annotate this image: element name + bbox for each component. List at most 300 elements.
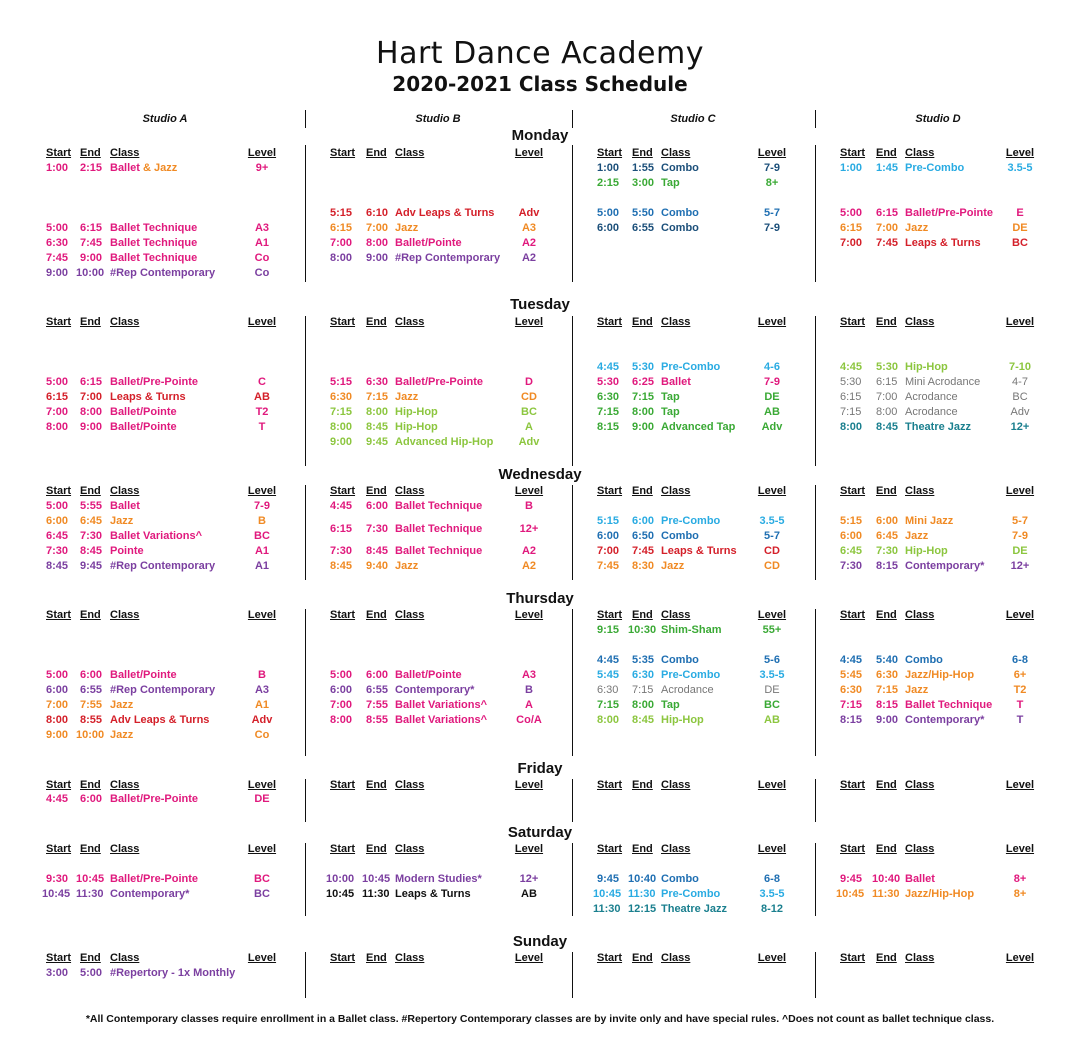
column-header-end: End [366,316,387,328]
column-header-level: Level [1005,779,1035,791]
class-start-time: 6:00 [597,530,620,542]
class-level: 3.5-5 [759,515,785,527]
column-header-end: End [876,843,897,855]
column-header-end: End [366,147,387,159]
studio-d-heading: Studio D [915,113,961,125]
class-name: Jazz [110,515,134,527]
column-header-level: Level [514,147,544,159]
class-end-time: 3:00 [632,177,655,189]
class-end-time: 5:35 [632,654,655,666]
class-name: Leaps & Turns [110,391,186,403]
column-header-end: End [366,609,387,621]
class-name: Ballet/Pre-Pointe [110,793,199,805]
day-title-wednesday: Wednesday [498,466,582,483]
class-level: BC [764,699,780,711]
class-name: Ballet Technique [395,500,483,512]
class-end-time: 10:45 [362,873,391,885]
column-header-start: Start [330,843,356,855]
class-name: Ballet [905,873,935,885]
class-level: 12+ [519,873,539,885]
class-name: Pre-Combo [661,361,721,373]
class-name: Contemporary* [905,714,985,726]
class-start-time: 7:15 [330,406,353,418]
class-name: Jazz [395,560,419,572]
column-header-class: Class [661,843,691,855]
column-header-start: Start [330,609,356,621]
class-name: Contemporary* [395,684,475,696]
class-name: Jazz [905,530,929,542]
column-header-class: Class [395,609,425,621]
class-name: Ballet [661,376,691,388]
class-name: Hip-Hop [905,545,948,557]
class-name: Ballet Variations^ [395,699,488,711]
class-end-time: 6:00 [632,515,655,527]
class-start-time: 8:15 [597,421,620,433]
class-start-time: 8:00 [330,252,353,264]
column-header-end: End [632,779,653,791]
class-end-time: 2:15 [80,162,103,174]
class-end-time: 6:00 [366,669,389,681]
class-start-time: 5:00 [46,222,69,234]
class-end-time: 8:00 [366,237,389,249]
column-header-level: Level [757,147,787,159]
column-header-level: Level [514,779,544,791]
class-name: Leaps & Turns [661,545,737,557]
class-end-time: 7:15 [366,391,389,403]
class-name: Ballet/Pre-Pointe [110,873,199,885]
class-level: 4-6 [764,361,780,373]
class-name: Acrodance [905,391,958,403]
class-name: Ballet/Pre-Pointe [905,207,994,219]
class-name: Jazz [395,391,419,403]
class-start-time: 4:45 [840,361,863,373]
column-header-level: Level [247,485,277,497]
class-level: DE [764,684,780,696]
column-header-end: End [80,843,101,855]
class-start-time: 6:00 [46,684,69,696]
class-name [110,162,177,175]
class-end-time: 7:00 [366,222,389,234]
column-header-class: Class [395,485,425,497]
class-end-time: 8:00 [366,406,389,418]
class-name: Contemporary* [110,888,190,900]
class-level: Adv [518,436,540,448]
class-end-time: 7:15 [632,391,655,403]
column-header-start: Start [840,609,866,621]
column-header-class: Class [905,843,935,855]
class-end-time: 6:45 [80,515,103,527]
class-level: T2 [1013,684,1027,696]
class-level: 5-6 [764,654,780,666]
class-level: 8+ [765,177,779,189]
class-name: Jazz [905,684,929,696]
class-name: Ballet Technique [905,699,993,711]
class-level: DE [1012,545,1028,557]
class-start-time: 6:30 [597,684,619,696]
column-header-start: Start [330,779,356,791]
class-level: 8-12 [760,903,784,915]
class-name: Jazz/Hip-Hop [905,888,975,900]
class-name: Jazz/Hip-Hop [905,669,975,681]
class-start-time: 6:15 [330,222,353,234]
class-start-time: 10:45 [836,888,865,900]
class-level: 6-8 [764,873,780,885]
class-start-time: 8:45 [46,560,69,572]
class-level: T [258,421,266,433]
class-start-time: 7:45 [46,252,69,264]
class-name: Acrodance [905,406,958,418]
class-name: Combo [661,530,699,542]
class-end-time: 8:45 [876,421,899,433]
class-start-time: 6:30 [597,391,620,403]
class-level: Adv [251,714,273,726]
class-end-time: 7:55 [366,699,389,711]
column-header-class: Class [661,779,691,791]
class-end-time: 11:30 [362,888,390,900]
class-start-time: 5:30 [597,376,620,388]
class-start-time: 10:45 [42,888,71,900]
class-level: 3.5-5 [1007,162,1033,174]
class-name: Hip-Hop [395,406,438,418]
class-start-time: 7:15 [597,406,620,418]
class-level: BC [521,406,537,418]
class-name: Adv Leaps & Turns [395,207,495,219]
class-start-time: 6:15 [840,391,862,403]
class-start-time: 4:45 [597,361,620,373]
class-name: Tap [661,406,680,418]
class-level: A1 [254,560,270,572]
column-divider [305,485,306,580]
class-name: Ballet/Pointe [395,237,462,249]
column-header-class: Class [661,609,691,621]
day-title-monday: Monday [511,127,569,144]
class-start-time: 8:45 [330,560,353,572]
class-level: 5-7 [1012,515,1028,527]
class-start-time: 8:00 [330,714,353,726]
class-start-time: 5:15 [840,515,863,527]
class-start-time: 7:15 [840,406,862,418]
class-start-time: 5:00 [330,669,353,681]
class-end-time: 5:40 [876,654,899,666]
column-header-end: End [632,485,653,497]
class-start-time: 2:15 [597,177,620,189]
column-header-start: Start [46,147,72,159]
column-header-level: Level [514,952,544,964]
class-start-time: 4:45 [840,654,863,666]
class-end-time: 6:15 [80,222,103,234]
class-name: #Repertory - 1x Monthly [110,967,236,979]
class-end-time: 10:30 [628,624,657,636]
class-end-time: 9:00 [876,714,899,726]
class-start-time: 6:00 [840,530,863,542]
column-divider [815,843,816,916]
class-start-time: 5:00 [840,207,863,219]
class-name: #Rep Contemporary [110,267,216,279]
class-end-time: 6:55 [80,684,103,696]
class-start-time: 9:45 [840,873,863,885]
column-divider [572,316,573,466]
class-level: 7-9 [764,222,780,234]
day-title-tuesday: Tuesday [510,296,570,313]
column-header-class: Class [395,952,425,964]
class-end-time: 8:15 [876,699,899,711]
class-name: Leaps & Turns [395,888,471,900]
column-header-start: Start [330,952,356,964]
column-header-level: Level [247,843,277,855]
class-start-time: 8:00 [330,421,353,433]
class-end-time: 7:30 [366,523,389,535]
class-end-time: 9:45 [366,436,389,448]
column-header-class: Class [110,779,140,791]
class-name: Advanced Tap [661,421,736,433]
column-header-level: Level [757,485,787,497]
class-level: 7-9 [764,376,780,388]
class-end-time: 7:00 [80,391,103,403]
class-start-time: 8:00 [46,714,69,726]
class-level: A2 [521,560,537,572]
column-divider [305,145,306,282]
column-header-class: Class [110,485,140,497]
column-header-class: Class [395,843,425,855]
class-level: 12+ [1010,560,1030,572]
column-header-end: End [876,147,897,159]
class-start-time: 7:30 [840,560,863,572]
class-start-time: 7:45 [597,560,620,572]
column-header-start: Start [46,779,72,791]
class-end-time: 9:00 [80,252,103,264]
column-header-start: Start [330,316,356,328]
class-level: T [1016,714,1024,726]
class-name: Combo [661,222,699,234]
class-name: Hip-Hop [905,361,948,373]
column-divider [305,952,306,998]
column-header-start: Start [46,843,72,855]
class-level: 55+ [762,624,782,636]
column-header-end: End [632,609,653,621]
column-header-class: Class [905,485,935,497]
column-header-level: Level [247,609,277,621]
page-subtitle: 2020-2021 Class Schedule [392,72,688,96]
class-level: CD [521,391,537,403]
class-name: Mini Jazz [905,515,954,527]
class-level: B [258,669,266,681]
class-level: A2 [521,252,537,264]
class-end-time: 9:40 [366,560,389,572]
class-name: Contemporary* [905,560,985,572]
class-end-time: 6:00 [876,515,899,527]
class-end-time: 5:30 [632,361,655,373]
class-start-time: 6:30 [330,391,353,403]
class-name: Pre-Combo [661,888,721,900]
class-name: Ballet/Pointe [395,669,462,681]
class-level: CD [764,560,780,572]
column-header-start: Start [597,952,623,964]
class-level: 5-7 [764,530,780,542]
class-start-time: 8:00 [840,421,863,433]
class-level: CD [764,545,780,557]
column-header-end: End [80,147,101,159]
class-name: Pre-Combo [661,669,721,681]
class-end-time: 6:50 [632,530,655,542]
column-header-end: End [80,609,101,621]
class-level: A [525,421,533,433]
column-divider [572,952,573,998]
column-header-end: End [366,485,387,497]
day-title-saturday: Saturday [507,824,573,841]
class-end-time: 7:30 [80,530,103,542]
column-header-level: Level [514,843,544,855]
class-start-time: 7:30 [46,545,69,557]
class-name: Ballet Technique [395,523,483,535]
class-end-time: 9:00 [366,252,389,264]
class-level: T [1016,699,1024,711]
column-header-start: Start [597,843,623,855]
class-end-time: 6:55 [366,684,389,696]
class-level: DE [254,793,270,805]
class-start-time: 6:45 [46,530,69,542]
class-start-time: 7:00 [46,406,69,418]
column-header-class: Class [661,485,691,497]
class-end-time: 10:40 [628,873,657,885]
column-divider [815,485,816,580]
class-level: 3.5-5 [759,888,785,900]
class-level: D [525,376,533,388]
class-level: 5-7 [764,207,780,219]
column-header-start: Start [46,316,72,328]
class-name: Jazz [395,222,419,234]
class-level: Co [254,267,270,279]
class-end-time: 6:30 [876,669,899,681]
class-start-time: 5:15 [330,376,353,388]
column-header-level: Level [247,147,277,159]
column-header-level: Level [1005,843,1035,855]
class-name: Ballet/Pre-Pointe [395,376,484,388]
column-header-class: Class [395,779,425,791]
column-divider [815,145,816,282]
column-header-level: Level [757,843,787,855]
studio-c-heading: Studio C [670,113,716,125]
column-header-start: Start [597,316,623,328]
class-name: Combo [661,162,699,174]
class-name: Jazz [110,699,134,711]
class-name: Tap [661,391,680,403]
column-divider [815,316,816,466]
class-name: Combo [661,873,699,885]
class-level: A3 [521,669,537,681]
class-level: BC [254,873,270,885]
column-header-level: Level [1005,316,1035,328]
column-header-level: Level [247,316,277,328]
class-end-time: 8:15 [876,560,899,572]
class-level: B [525,500,533,512]
column-header-end: End [876,952,897,964]
class-name: Ballet Technique [110,237,198,249]
column-header-class: Class [110,316,140,328]
column-header-end: End [80,485,101,497]
column-header-end: End [632,147,653,159]
class-name: Ballet/Pointe [110,669,177,681]
column-header-start: Start [46,952,72,964]
class-start-time: 6:00 [330,684,353,696]
column-header-start: Start [46,609,72,621]
column-header-class: Class [905,779,935,791]
class-name: Hip-Hop [661,714,704,726]
class-end-time: 9:00 [632,421,655,433]
column-divider [572,779,573,822]
column-header-level: Level [514,485,544,497]
column-header-level: Level [1005,952,1035,964]
class-level: A3 [521,222,537,234]
class-name: Tap [661,699,680,711]
class-end-time: 6:15 [876,376,898,388]
column-divider [572,609,573,756]
column-divider [815,952,816,998]
column-header-end: End [632,843,653,855]
class-end-time: 6:15 [876,207,899,219]
column-header-start: Start [840,316,866,328]
column-divider [305,779,306,822]
column-header-level: Level [514,609,544,621]
column-header-end: End [366,952,387,964]
class-name: Jazz [661,560,685,572]
class-name: Leaps & Turns [905,237,981,249]
column-header-end: End [80,952,101,964]
class-level: Adv [761,421,783,433]
class-name: Theatre Jazz [661,903,728,915]
column-header-class: Class [395,147,425,159]
class-level: A2 [521,237,537,249]
column-header-end: End [876,316,897,328]
class-start-time: 9:15 [597,624,620,636]
class-end-time: 7:00 [876,391,898,403]
class-end-time: 10:40 [872,873,901,885]
class-start-time: 5:45 [840,669,863,681]
column-header-start: Start [330,485,356,497]
day-title-friday: Friday [517,760,563,777]
class-level: AB [764,714,780,726]
class-start-time: 5:00 [46,669,69,681]
class-end-time: 11:30 [872,888,900,900]
column-header-class: Class [395,316,425,328]
column-header-level: Level [757,779,787,791]
class-name: Ballet Technique [395,545,483,557]
class-name: Ballet/Pointe [110,421,177,433]
column-header-class: Class [661,316,691,328]
class-name: Modern Studies* [395,873,482,885]
class-start-time: 7:00 [330,699,353,711]
class-level: Adv [1010,406,1030,418]
class-name: Jazz [110,729,134,741]
class-start-time: 10:45 [326,888,355,900]
column-header-start: Start [840,843,866,855]
class-level: 9+ [255,162,269,174]
class-start-time: 6:00 [597,222,620,234]
class-level: DE [764,391,780,403]
class-end-time: 1:45 [876,162,899,174]
column-header-class: Class [110,952,140,964]
class-name: Shim-Sham [661,624,722,636]
class-start-time: 9:00 [46,267,69,279]
class-end-time: 8:45 [366,545,389,557]
class-start-time: 7:00 [597,545,620,557]
column-divider [815,779,816,822]
class-end-time: 7:45 [80,237,103,249]
column-divider [815,110,816,128]
class-end-time: 8:45 [80,545,103,557]
class-start-time: 6:15 [840,222,863,234]
class-level: 6+ [1013,669,1027,681]
column-header-level: Level [1005,485,1035,497]
